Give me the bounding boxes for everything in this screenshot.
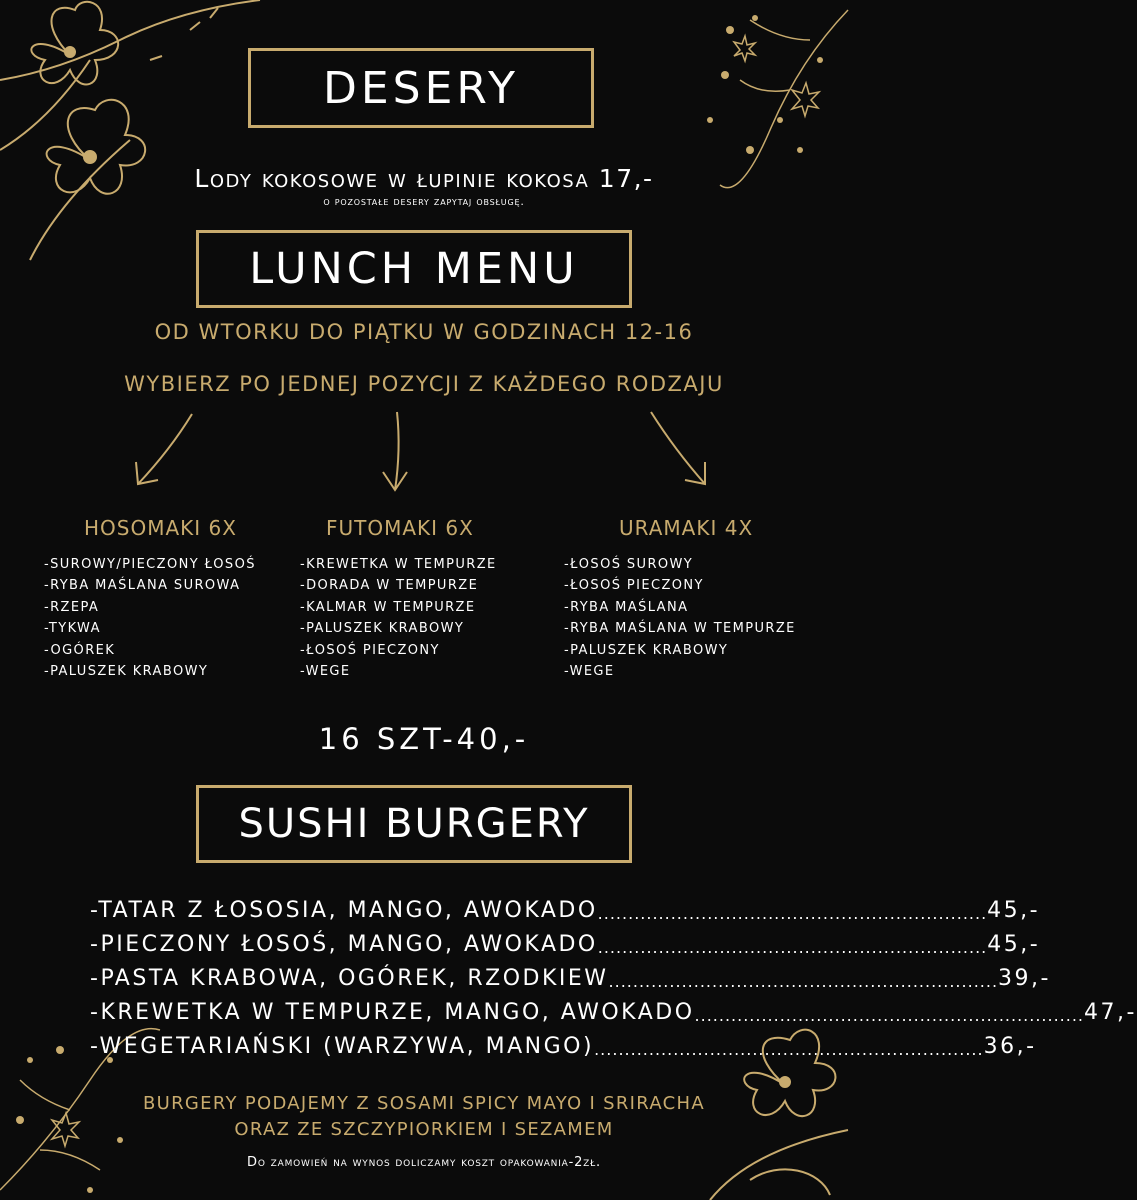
sushi-burgery-title: SUSHI BURGERY — [238, 801, 590, 847]
futomaki-column — [300, 516, 550, 682]
lunch-hours: OD WTORKU DO PIĄTKU W GODZINACH 12-16 — [154, 320, 694, 344]
futomaki-title: FUTOMAKI 6X — [326, 516, 474, 540]
lunch-instruction: WYBIERZ PO JEDNEJ POZYCJI Z KAŻDEGO RODZAJU — [124, 372, 724, 396]
burger-row: -WEGETARIAŃSKI (WARZYWA, MANGO) ................................................................ 36,- — [90, 1034, 1037, 1059]
lunch-menu-title-box — [196, 230, 632, 308]
sushi-burgery-title-box — [196, 785, 632, 863]
burger-row: -PASTA KRABOWA, OGÓREK, RZODKIEW ................................................................ 39,- — [90, 966, 1051, 991]
arrow-center-icon — [375, 410, 415, 495]
list-item: -PALUSZEK KRABOWY — [300, 621, 465, 637]
takeaway-note: Do zamowień na wynos doliczamy koszt opakowania-2zł. — [247, 1155, 601, 1170]
burger-name: -PIECZONY ŁOSOŚ, MANGO, AWOKADO — [90, 932, 598, 957]
list-item: -SUROWY/PIECZONY ŁOSOŚ — [44, 557, 256, 572]
list-item: -DORADA W TEMPURZE — [300, 578, 479, 594]
burger-price: 45,- — [987, 932, 1041, 957]
uramaki-title: URAMAKI 4X — [619, 516, 754, 540]
burger-name: -KREWETKA W TEMPURZE, MANGO, AWOKADO — [90, 1000, 695, 1025]
list-item: -KREWETKA W TEMPURZE — [300, 557, 497, 572]
flower-decoration-top-left-icon — [0, 0, 270, 260]
desery-item: Lody kokosowe w łupinie kokosa 17,- — [194, 164, 654, 193]
list-item: -PALUSZEK KRABOWY — [44, 664, 209, 680]
desery-title-box — [248, 48, 594, 128]
burger-price: 47,- — [1084, 1000, 1137, 1025]
list-item: -ŁOSOŚ SUROWY — [564, 557, 694, 572]
list-item: -WEGE — [300, 664, 351, 680]
list-item: -RYBA MAŚLANA SUROWA — [44, 578, 241, 594]
burger-price: 36,- — [983, 1034, 1037, 1059]
list-item: -OGÓREK — [44, 642, 116, 658]
sauce-note-line-1: BURGERY PODAJEMY Z SOSAMI SPICY MAYO I SRIRACHA — [143, 1093, 705, 1114]
hosomaki-title: HOSOMAKI 6X — [84, 516, 237, 540]
burger-price: 39,- — [998, 966, 1051, 991]
uramaki-column — [564, 516, 834, 682]
list-item: -ŁOSOŚ PIECZONY — [300, 642, 440, 658]
burger-name: -PASTA KRABOWA, OGÓREK, RZODKIEW — [90, 966, 609, 991]
list-item: -WEGE — [564, 664, 615, 680]
burger-price: 45,- — [987, 898, 1041, 923]
burger-row: -PIECZONY ŁOSOŚ, MANGO, AWOKADO ................................................................ 45,- — [90, 932, 1041, 957]
list-item: -TYKWA — [44, 621, 101, 637]
desery-note: o pozostałe desery zapytaj obsługę. — [323, 195, 525, 208]
burger-name: -TATAR Z ŁOSOSIA, MANGO, AWOKADO — [90, 898, 598, 923]
list-item: -PALUSZEK KRABOWY — [564, 642, 729, 658]
blossom-branch-top-right-icon — [680, 0, 848, 190]
burger-row: -KREWETKA W TEMPURZE, MANGO, AWOKADO ................................................................ 47,- — [90, 1000, 1137, 1025]
arrow-right-icon — [645, 410, 715, 490]
list-item: -RYBA MAŚLANA W TEMPURZE — [564, 621, 796, 637]
arrow-left-icon — [130, 410, 200, 490]
list-item: -RYBA MAŚLANA — [564, 599, 689, 615]
list-item: -KALMAR W TEMPURZE — [300, 599, 476, 615]
burger-name: -WEGETARIAŃSKI (WARZYWA, MANGO) — [90, 1034, 595, 1059]
list-item: -RZEPA — [44, 599, 100, 615]
hosomaki-column — [44, 516, 294, 682]
desery-title: DESERY — [322, 62, 520, 114]
list-item: -ŁOSOŚ PIECZONY — [564, 578, 704, 594]
lunch-menu-title: LUNCH MENU — [249, 244, 579, 294]
lunch-price: 16 SZT-40,- — [318, 722, 530, 756]
sauce-note-line-2: ORAZ ZE SZCZYPIORKIEM I SEZAMEM — [234, 1119, 614, 1140]
burger-row: -TATAR Z ŁOSOSIA, MANGO, AWOKADO ................................................................ 45,- — [90, 898, 1041, 923]
